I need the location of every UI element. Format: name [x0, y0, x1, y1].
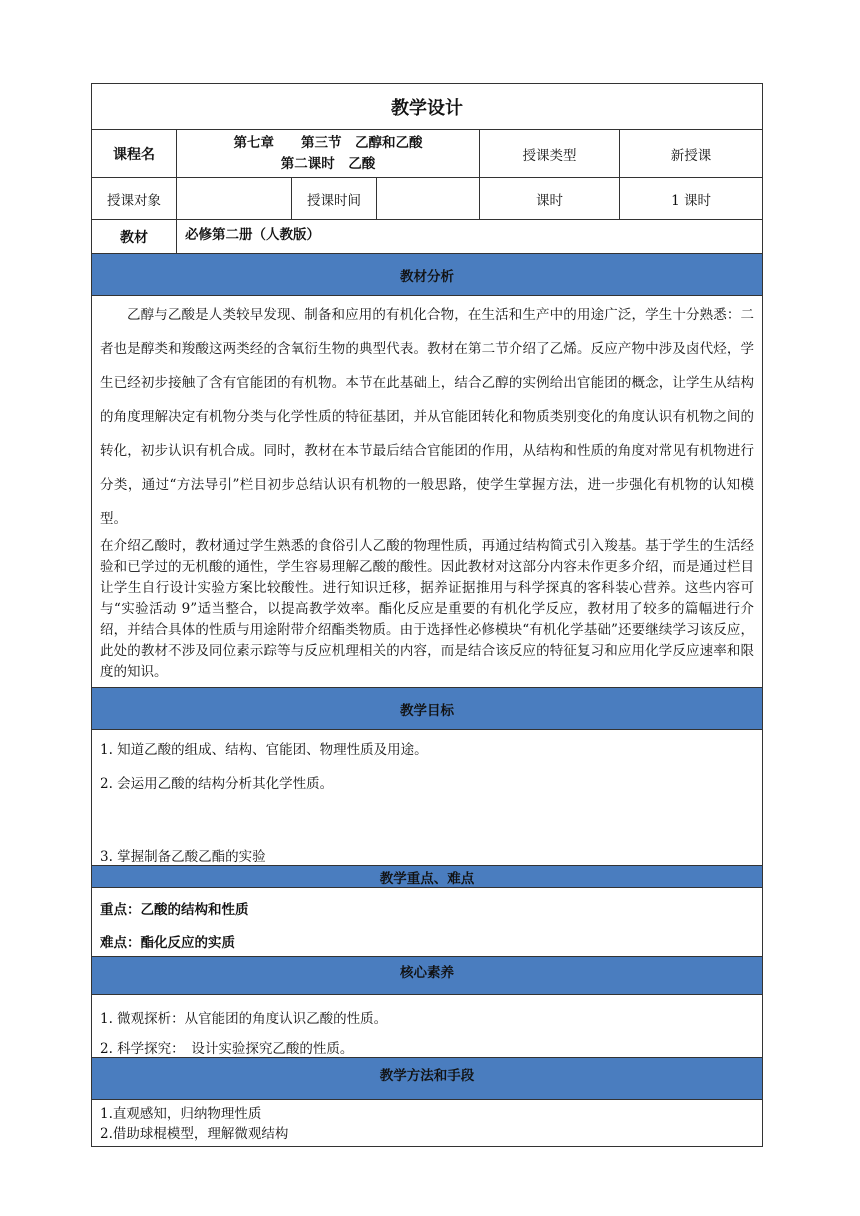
lesson-plan-sheet — [91, 83, 762, 1147]
key-point: 重点：乙酸的结构和性质 — [100, 902, 249, 918]
analysis-paragraph-1: 乙醇与乙酸是人类较早发现、制备和应用的有机化合物，在生活和生产中的用途广泛，学生十分熟悉：二者也是醇类和羧酸这两类经的含氧衍生物的典型代表。教材在第二节介绍了乙烯。反应产物中涉及卤代烃，学生已经初步接触了含有官能团的有机物。本节在此基础上，结合乙醇的实例给出官能团的概念，让学生从结构的角度理解决定有机物分类与化学性质的特征基团，并从官能团转化和物质类别变化的角度认识有机物之间的转化，初步认识有机合成。同时，教材在本节最后结合官能团的作用，从结构和性质的角度对常见有机物进行分类，通过“方法导引”栏目初步总结认识有机物的一般思路，使学生掌握方法，进一步强化有机物的认知模型。 — [100, 307, 755, 527]
literacy-body — [92, 995, 763, 1058]
literacy-item-2: 2. 科学探究： 设计实验探究乙酸的性质。 — [100, 1041, 354, 1057]
analysis-body — [92, 296, 763, 688]
analysis-paragraph-2: 在介绍乙酸时，教材通过学生熟悉的食俗引人乙酸的物理性质，再通过结构简式引入羧基。基于学生的生活经验和已学过的无机酸的通性，学生容易理解乙酸的酸性。因此教材对这部分内容未作更多介绍，而是通过栏目让学生自行设计实验方案比较酸性。进行知识迁移，据养证据推用与科学探真的客科装心营养。这些内容可与“实验活动 9”适当整合，以提高教学效率。酯化反应是重要的有机化学反应，教材用了较多的篇幅进行介绍，并结合具体的性质与用途附带介绍酯类物质。由于选择性必修模块“有机化学基础”还要继续学习该反应，此处的教材不涉及同位素示踪等与反应机理相关的内容，而是结合该反应的特征复习和应用化学反应速率和限度的知识。 — [100, 538, 755, 680]
difficult-point: 难点：酯化反应的实质 — [100, 935, 235, 951]
methods-heading: 教学方法和手段 — [92, 1058, 763, 1100]
type-label: 授课类型 — [480, 130, 620, 178]
method-item-1: 1.直观感知，归纳物理性质 — [100, 1106, 262, 1122]
course-line-1: 第七章 第三节 乙醇和乙酸 — [233, 134, 423, 151]
literacy-heading: 核心素养 — [92, 957, 763, 995]
method-item-2: 2.借助球棍模型，理解微观结构 — [100, 1126, 289, 1142]
period-value: 1 课时 — [620, 178, 763, 220]
target-label: 授课对象 — [92, 178, 177, 220]
time-label: 授课时间 — [292, 178, 377, 220]
period-label: 课时 — [480, 178, 620, 220]
lesson-plan-table — [91, 83, 763, 1147]
textbook-label: 教材 — [92, 220, 177, 254]
target-value — [177, 178, 292, 220]
course-label: 课程名 — [92, 130, 177, 178]
objective-item-1: 1. 知道乙酸的组成、结构、官能团、物理性质及用途。 — [100, 742, 428, 758]
keypoints-heading: 教学重点、难点 — [92, 866, 763, 888]
objectives-heading: 教学目标 — [92, 688, 763, 730]
objective-item-2: 2. 会运用乙酸的结构分析其化学性质。 — [100, 776, 334, 792]
objective-item-3: 3. 掌握制备乙酸乙酯的实验 — [100, 849, 266, 865]
type-value: 新授课 — [620, 130, 763, 178]
analysis-heading: 教材分析 — [92, 254, 763, 296]
keypoints-body — [92, 888, 763, 957]
page-title: 教学设计 — [92, 84, 763, 130]
course-line-2: 第二课时 乙酸 — [280, 155, 376, 172]
textbook-value: 必修第二册（人教版） — [177, 220, 763, 254]
literacy-item-1: 1. 微观探析：从官能团的角度认识乙酸的性质。 — [100, 1011, 388, 1027]
course-value — [177, 130, 480, 178]
time-value — [377, 178, 480, 220]
methods-body — [92, 1100, 763, 1147]
objectives-body — [92, 730, 763, 866]
